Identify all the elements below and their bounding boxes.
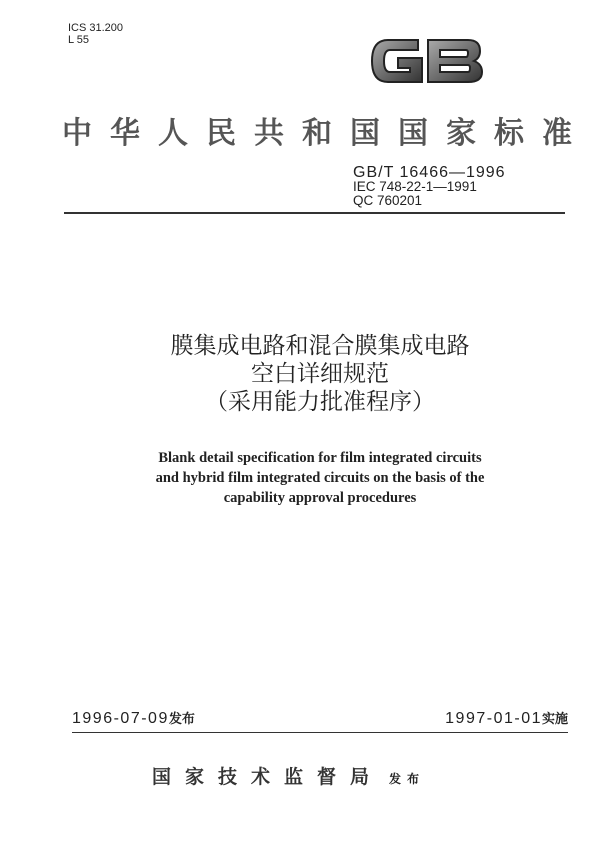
- publisher-action: 发布: [389, 772, 426, 786]
- gb-number: GB/T 16466—1996: [353, 164, 506, 181]
- publisher: [152, 762, 425, 789]
- footer-divider: [72, 732, 568, 733]
- title-en-line1: Blank detail specification for film integrated circuits: [158, 450, 482, 466]
- standard-numbers: [353, 166, 506, 208]
- title-en-line3: capability approval procedures: [223, 490, 417, 506]
- heading-char: 华: [110, 116, 140, 151]
- national-standard-heading: [62, 108, 572, 152]
- heading-char: 和: [302, 116, 332, 151]
- heading-char: 民: [206, 116, 236, 151]
- effective-date-value: 1997-01-01: [445, 710, 542, 727]
- effective-label: 实施: [541, 711, 568, 726]
- header-divider: [64, 212, 565, 214]
- publisher-name: 国家技术监督局: [152, 766, 384, 788]
- chinese-title: [0, 332, 600, 416]
- title-en-line2: and hybrid film integrated circuits on the basis of the: [155, 470, 485, 486]
- issue-date: [72, 708, 195, 728]
- title-cn-line3: （采用能力批准程序）: [205, 389, 435, 415]
- title-cn-line1: 膜集成电路和混合膜集成电路: [170, 333, 470, 359]
- classification-codes: [68, 22, 123, 46]
- heading-char: 中: [62, 116, 92, 151]
- heading-char: 共: [254, 116, 284, 151]
- heading-char: 家: [446, 116, 476, 151]
- issue-date-value: 1996-07-09: [72, 710, 169, 727]
- qc-number: QC 760201: [353, 193, 423, 208]
- iec-number: IEC 748-22-1—1991: [353, 179, 477, 194]
- heading-char: 人: [158, 116, 188, 151]
- english-title: [0, 448, 600, 508]
- ics-code: ICS 31.200: [68, 22, 124, 34]
- dates-row: [72, 708, 568, 728]
- heading-char: 标: [494, 116, 524, 151]
- heading-char: 准: [542, 116, 572, 151]
- effective-date: [445, 708, 568, 728]
- heading-char: 国: [350, 116, 380, 151]
- title-cn-line2: 空白详细规范: [251, 361, 389, 387]
- ccs-code: L 55: [68, 34, 90, 46]
- gb-logo: [368, 32, 486, 90]
- heading-char: 国: [398, 116, 428, 151]
- issue-label: 发布: [168, 711, 195, 726]
